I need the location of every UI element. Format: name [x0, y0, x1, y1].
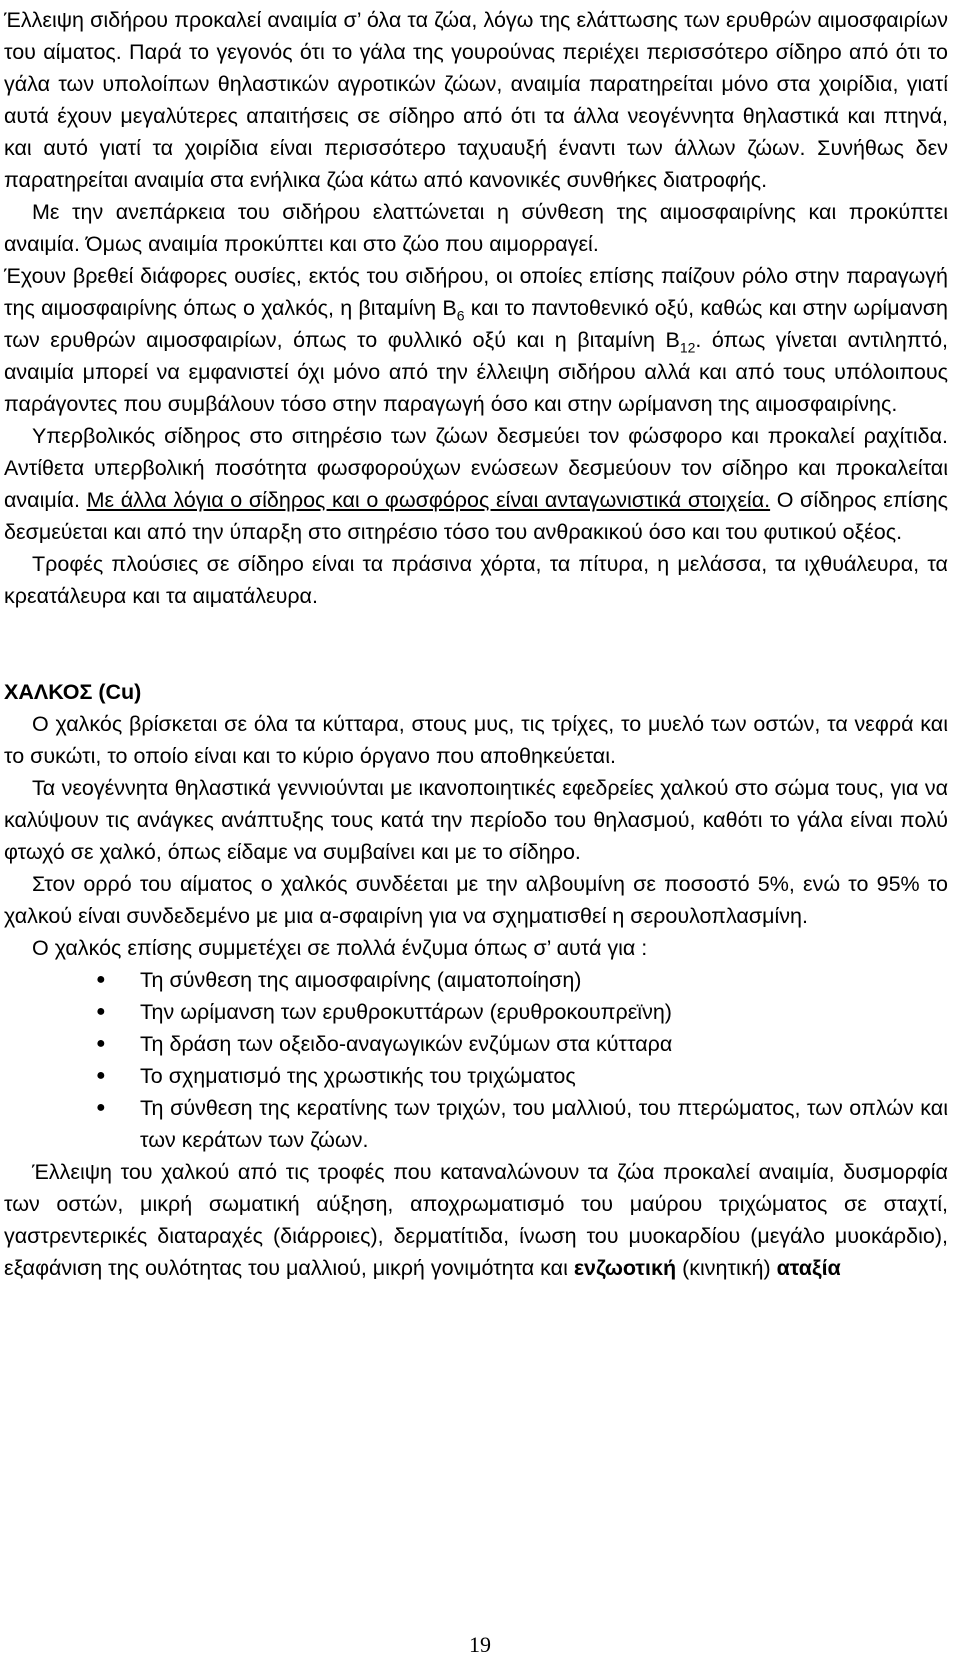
bullet-icon: ● [96, 971, 106, 988]
page-number: 19 [469, 1632, 491, 1657]
copper-paragraph-1: Ο χαλκός βρίσκεται σε όλα τα κύτταρα, στους μυς, τις τρίχες, το μυελό των οστών, τα νεφρά και το συκώτι, το οποίο είναι και το κύριο όργανο που αποθηκεύεται. [4, 712, 948, 768]
iron-paragraph-3 [4, 260, 948, 420]
copper-deficiency-paragraph [4, 1156, 948, 1284]
list-item: ● Τη δράση των οξειδο-αναγωγικών ενζύμων στα κύτταρα [140, 1028, 948, 1060]
list-item: ● Τη σύνθεση της αιμοσφαιρίνης (αιματοποίηση) [140, 964, 948, 996]
iron-paragraph-3-part-c: . όπως γίνεται αντιληπτό, αναιμία μπορεί να εμφανιστεί όχι μόνο από την έλλειψη σιδήρου αλλά και από τους υπόλοιπους παράγοντες που συμβάλουν τόσο στην παραγωγή όσο και στην ωρίμανση της αιμοσφαιρίνης. [4, 328, 948, 416]
iron-phosphorus-antagonism-underlined: Με άλλα λόγια ο σίδηρος και ο φωσφόρος είναι ανταγωνιστικά στοιχεία. [86, 488, 771, 512]
copper-enzyme-list [4, 964, 948, 1156]
bullet-icon: ● [96, 1099, 106, 1116]
iron-paragraph-4-part-b: Ο σίδηρος επίσης δεσμεύεται και από την ύπαρξη στο σιτηρέσιο τόσο του ανθρακικού όσο και του φυτικού οξέος. [4, 488, 948, 544]
vitamin-b6-subscript: 6 [456, 307, 465, 324]
copper-paragraph-3: Στον ορρό του αίματος ο χαλκός συνδέεται με την αλβουμίνη σε ποσοστό 5%, ενώ το 95% το χαλκού είναι συνδεδεμένο με μια α-σφαιρίνη για να σχηματισθεί η σερουλοπλασμίνη. [4, 872, 948, 928]
iron-paragraph-5: Τροφές πλούσιες σε σίδηρο είναι τα πράσινα χόρτα, τα πίτυρα, η μελάσσα, τα ιχθυάλευρα, τα κρεατάλευρα και τα αιματάλευρα. [4, 552, 948, 608]
copper-deficiency-part-b: (κινητική) [676, 1256, 777, 1280]
iron-paragraph-3-part-b: και το παντοθενικό οξύ, καθώς και στην ωρίμανση των ερυθρών αιμοσφαιρίων, όπως το φυλλικό οξύ και η βιταμίνη Β [4, 296, 948, 352]
iron-paragraph-1: Έλλειψη σιδήρου προκαλεί αναιμία σ’ όλα τα ζώα, λόγω της ελάττωσης των ερυθρών αιμοσφαιρίων του αίματος. Παρά το γεγονός ότι το γάλα της γουρούνας περιέχει περισσότερο σίδηρο από ότι το γάλα των υπολοίπων θηλαστικών αγροτικών ζώων, αναιμία παρατηρείται μόνο στα χοιρίδια, γιατί αυτά έχουν μεγαλύτερες απαιτήσεις σε σίδηρο από ότι τα άλλα νεογέννητα θηλαστικά και πτηνά, και αυτό γιατί τα χοιρίδια είναι περισσότερο ταχυαυξή έναντι των άλλων ζώων. Συνήθως δεν παρατηρείται αναιμία στα ενήλικα ζώα κάτω από κανονικές συνθήκες διατροφής. [4, 8, 948, 192]
bullet-icon: ● [96, 1067, 106, 1084]
iron-paragraph-4 [4, 420, 948, 548]
bullet-icon: ● [96, 1003, 106, 1020]
section-spacer [4, 612, 948, 676]
copper-deficiency-part-a: Έλλειψη του χαλκού από τις τροφές που καταναλώνουν τα ζώα προκαλεί αναιμία, δυσμορφία των οστών, μικρή σωματική αύξηση, αποχρωματισμό του μαύρου τριχώματος σε σταχτί, γαστρεντερικές διαταραχές (διάρροιες), δερματίτιδα, ίνωση του μυοκαρδίου (μεγάλο μυοκάρδιο), εξαφάνιση της ουλότητας του μαλλιού, μικρή γονιμότητα και [4, 1160, 948, 1280]
enzootic-bold: ενζωοτική [573, 1256, 677, 1280]
copper-section-heading: ΧΑΛΚΟΣ (Cu) [4, 680, 142, 704]
list-item: ● Το σχηματισμό της χρωστικής του τριχώματος [140, 1060, 948, 1092]
copper-paragraph-2: Τα νεογέννητα θηλαστικά γεννιούνται με ικανοποιητικές εφεδρείες χαλκού στο σώμα τους, για να καλύψουν τις ανάγκες ανάπτυξης τους κατά την περίοδο του θηλασμού, καθότι το γάλα είναι πολύ φτωχό σε χαλκό, όπως είδαμε να συμβαίνει και με το σίδηρο. [4, 776, 948, 864]
list-item: ● Τη σύνθεση της κερατίνης των τριχών, του μαλλιού, του πτερώματος, των οπλών και των κεράτων των ζώων. [140, 1092, 948, 1156]
iron-paragraph-2: Με την ανεπάρκεια του σιδήρου ελαττώνεται η σύνθεση της αιμοσφαιρίνης και προκύπτει αναιμία. Όμως αναιμία προκύπτει και στο ζώο που αιμορραγεί. [4, 200, 948, 256]
copper-paragraph-4: Ο χαλκός επίσης συμμετέχει σε πολλά ένζυμα όπως σ’ αυτά για : [32, 936, 648, 960]
ataxia-bold: αταξία [776, 1256, 841, 1280]
iron-paragraph-3-part-a: Έχουν βρεθεί διάφορες ουσίες, εκτός του σιδήρου, οι οποίες επίσης παίζουν ρόλο στην παραγωγή της αιμοσφαιρίνης όπως ο χαλκός, η βιταμίνη Β [4, 264, 948, 320]
bullet-icon: ● [96, 1035, 106, 1052]
vitamin-b12-subscript: 12 [679, 339, 696, 356]
list-item: ● Την ωρίμανση των ερυθροκυττάρων (ερυθροκουπρεϊνη) [140, 996, 948, 1028]
iron-paragraph-4-part-a: Υπερβολικός σίδηρος στο σιτηρέσιο των ζώων δεσμεύει τον φώσφορο και προκαλεί ραχίτιδα. Αντίθετα υπερβολική ποσότητα φωσφορούχων ενώσεων δεσμεύουν τον σίδηρο και προκαλείται αναιμία. [4, 424, 948, 512]
